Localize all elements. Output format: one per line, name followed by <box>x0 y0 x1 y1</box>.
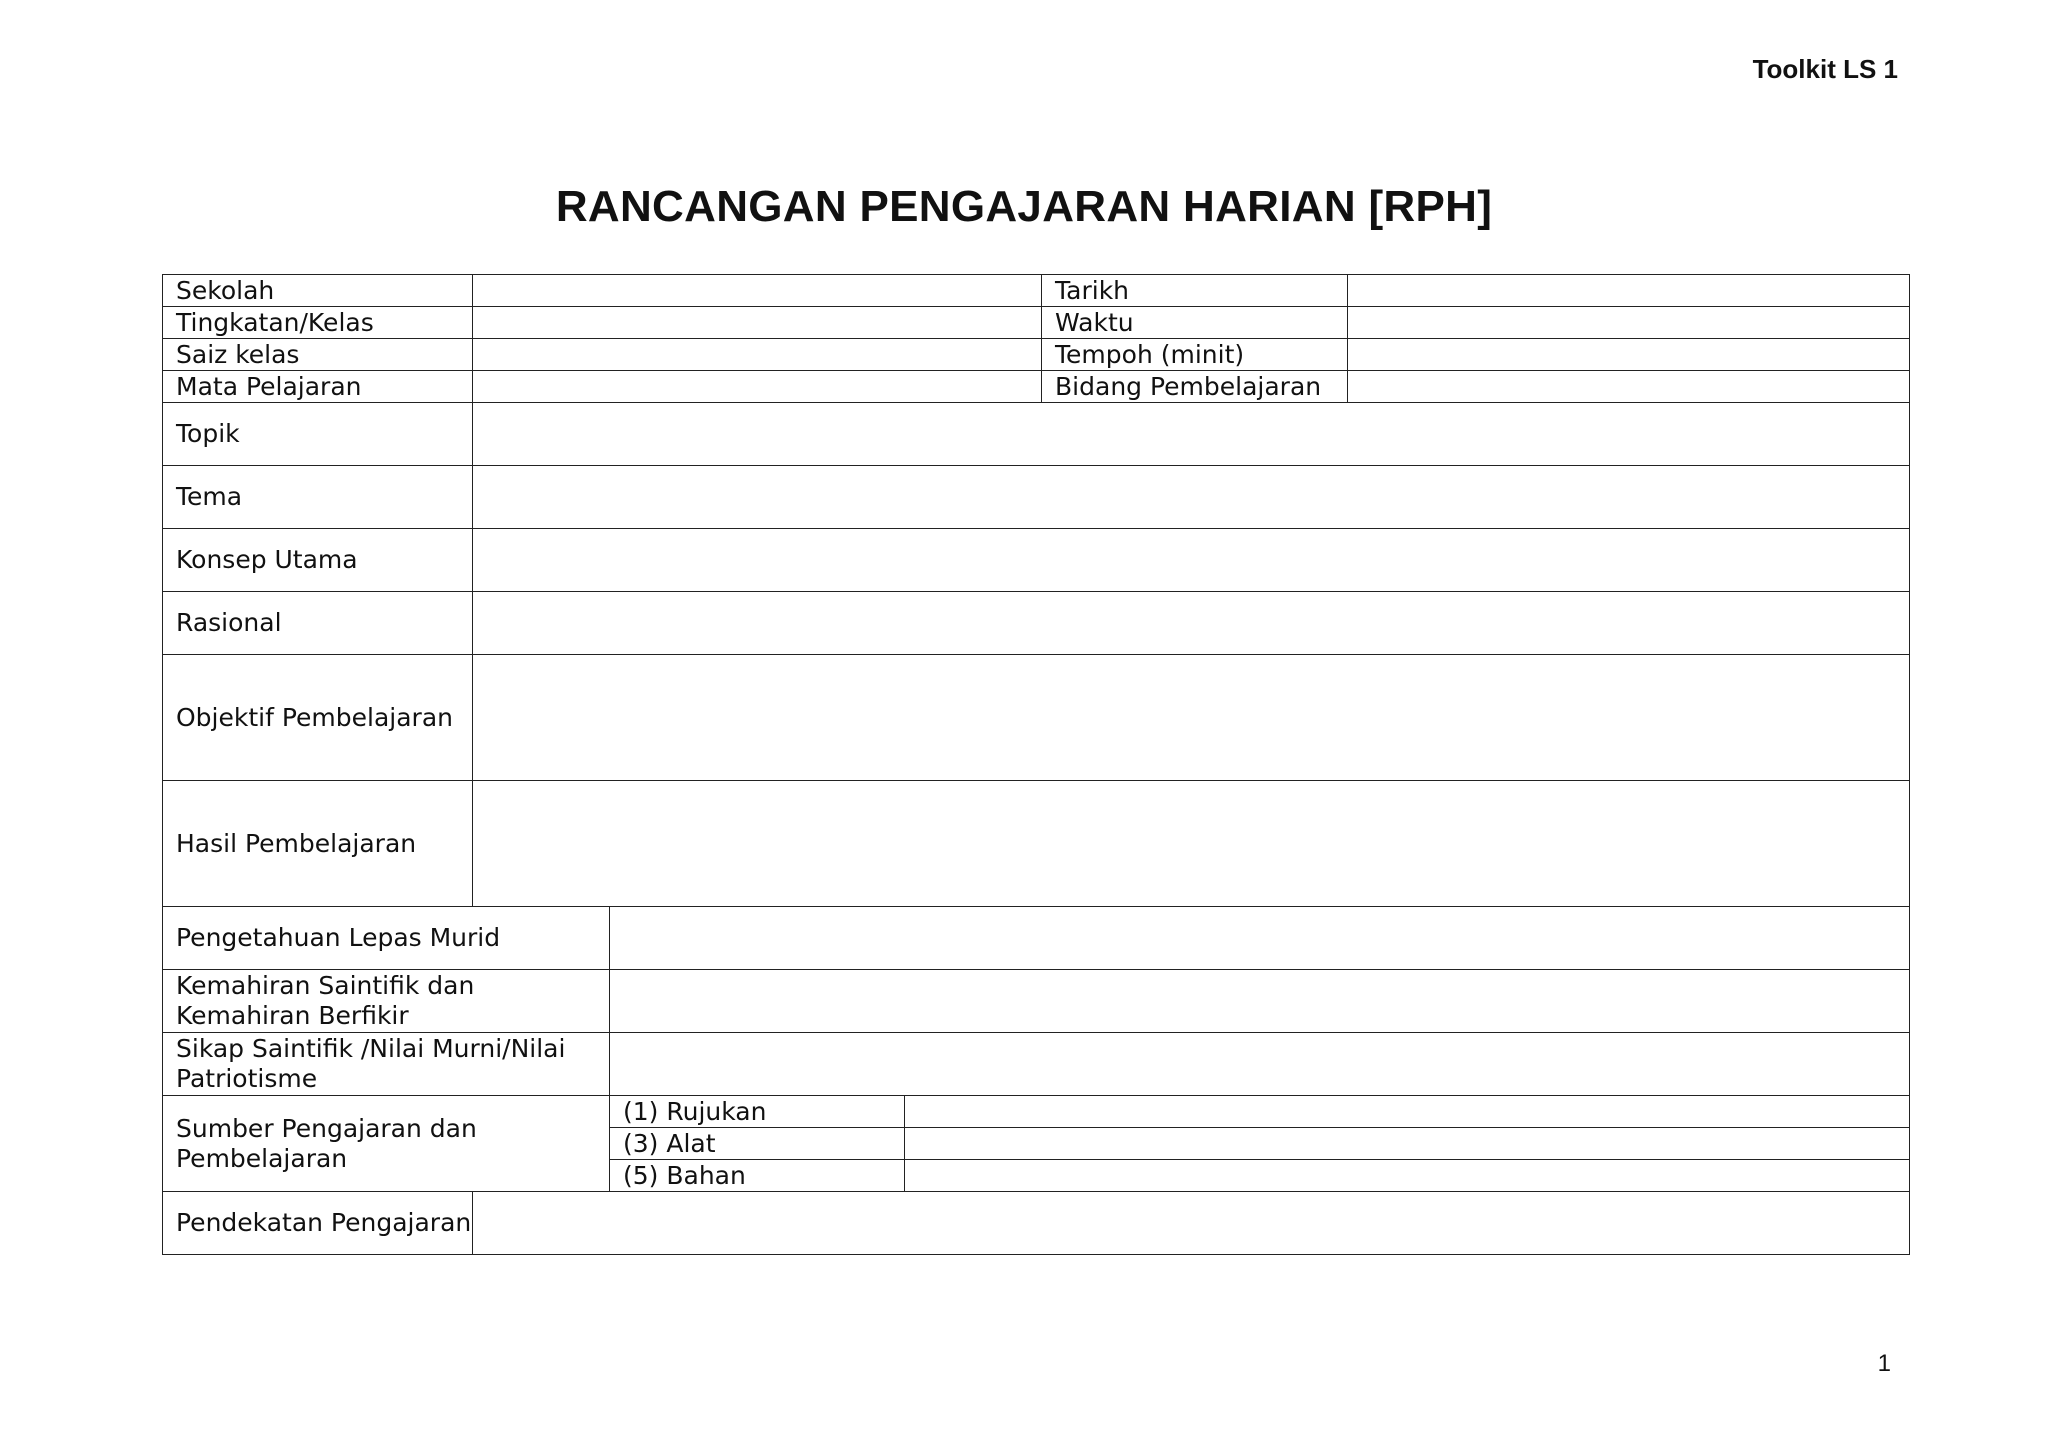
label-tingkatan-kelas: Tingkatan/Kelas <box>163 307 473 339</box>
label-pendekatan-pengajaran: Pendekatan Pengajaran <box>163 1192 473 1255</box>
row-konsep-utama <box>163 529 1910 592</box>
field-bidang-pembelajaran[interactable] <box>1348 371 1910 403</box>
field-sikap-saintifik[interactable] <box>610 1033 1910 1096</box>
field-mata-pelajaran[interactable] <box>473 371 1042 403</box>
label-konsep-utama: Konsep Utama <box>163 529 473 592</box>
label-sikap-saintifik: Sikap Saintifik /Nilai Murni/Nilai Patriotisme <box>163 1033 610 1096</box>
info-row-saiz-kelas <box>163 339 1910 371</box>
row-topik <box>163 403 1910 466</box>
label-bidang-pembelajaran: Bidang Pembelajaran <box>1042 371 1348 403</box>
info-row-sekolah <box>163 275 1910 307</box>
row-pengetahuan <box>163 907 1910 970</box>
row-rasional <box>163 592 1910 655</box>
field-bahan[interactable] <box>905 1160 1910 1192</box>
field-saiz-kelas[interactable] <box>473 339 1042 371</box>
field-rasional[interactable] <box>473 592 1910 655</box>
toolkit-label: Toolkit LS 1 <box>1752 54 1898 84</box>
label-tarikh: Tarikh <box>1042 275 1348 307</box>
field-alat[interactable] <box>905 1128 1910 1160</box>
info-row-tingkatan <box>163 307 1910 339</box>
label-kemahiran: Kemahiran Saintifik dan Kemahiran Berfikir <box>163 970 610 1033</box>
label-topik: Topik <box>163 403 473 466</box>
row-pendekatan <box>163 1192 1910 1255</box>
field-pengetahuan-lepas[interactable] <box>610 907 1910 970</box>
label-objektif-pembelajaran: Objektif Pembelajaran <box>163 655 473 781</box>
label-saiz-kelas: Saiz kelas <box>163 339 473 371</box>
label-alat: (3) Alat <box>610 1128 905 1160</box>
label-rujukan: (1) Rujukan <box>610 1096 905 1128</box>
label-pengetahuan-lepas: Pengetahuan Lepas Murid <box>163 907 610 970</box>
info-row-mata-pelajaran <box>163 371 1910 403</box>
row-objektif <box>163 655 1910 781</box>
field-sekolah[interactable] <box>473 275 1042 307</box>
row-tema <box>163 466 1910 529</box>
field-tema[interactable] <box>473 466 1910 529</box>
field-rujukan[interactable] <box>905 1096 1910 1128</box>
label-sumber-pengajaran: Sumber Pengajaran dan Pembelajaran <box>163 1096 610 1192</box>
row-kemahiran <box>163 970 1910 1033</box>
page-title: RANCANGAN PENGAJARAN HARIAN [RPH] <box>555 182 1493 231</box>
row-sumber-rujukan <box>163 1096 1910 1128</box>
field-hasil-pembelajaran[interactable] <box>473 781 1910 907</box>
field-konsep-utama[interactable] <box>473 529 1910 592</box>
row-sikap <box>163 1033 1910 1096</box>
label-rasional: Rasional <box>163 592 473 655</box>
field-tingkatan-kelas[interactable] <box>473 307 1042 339</box>
field-kemahiran[interactable] <box>610 970 1910 1033</box>
label-mata-pelajaran: Mata Pelajaran <box>163 371 473 403</box>
label-sekolah: Sekolah <box>163 275 473 307</box>
field-objektif-pembelajaran[interactable] <box>473 655 1910 781</box>
field-tempoh[interactable] <box>1348 339 1910 371</box>
field-waktu[interactable] <box>1348 307 1910 339</box>
row-hasil <box>163 781 1910 907</box>
page-number: 1 <box>1877 1350 1891 1377</box>
field-pendekatan-pengajaran[interactable] <box>473 1192 1910 1255</box>
rph-form-table <box>162 274 1910 1255</box>
label-hasil-pembelajaran: Hasil Pembelajaran <box>163 781 473 907</box>
label-bahan: (5) Bahan <box>610 1160 905 1192</box>
label-tema: Tema <box>163 466 473 529</box>
field-topik[interactable] <box>473 403 1910 466</box>
field-tarikh[interactable] <box>1348 275 1910 307</box>
label-waktu: Waktu <box>1042 307 1348 339</box>
label-tempoh: Tempoh (minit) <box>1042 339 1348 371</box>
